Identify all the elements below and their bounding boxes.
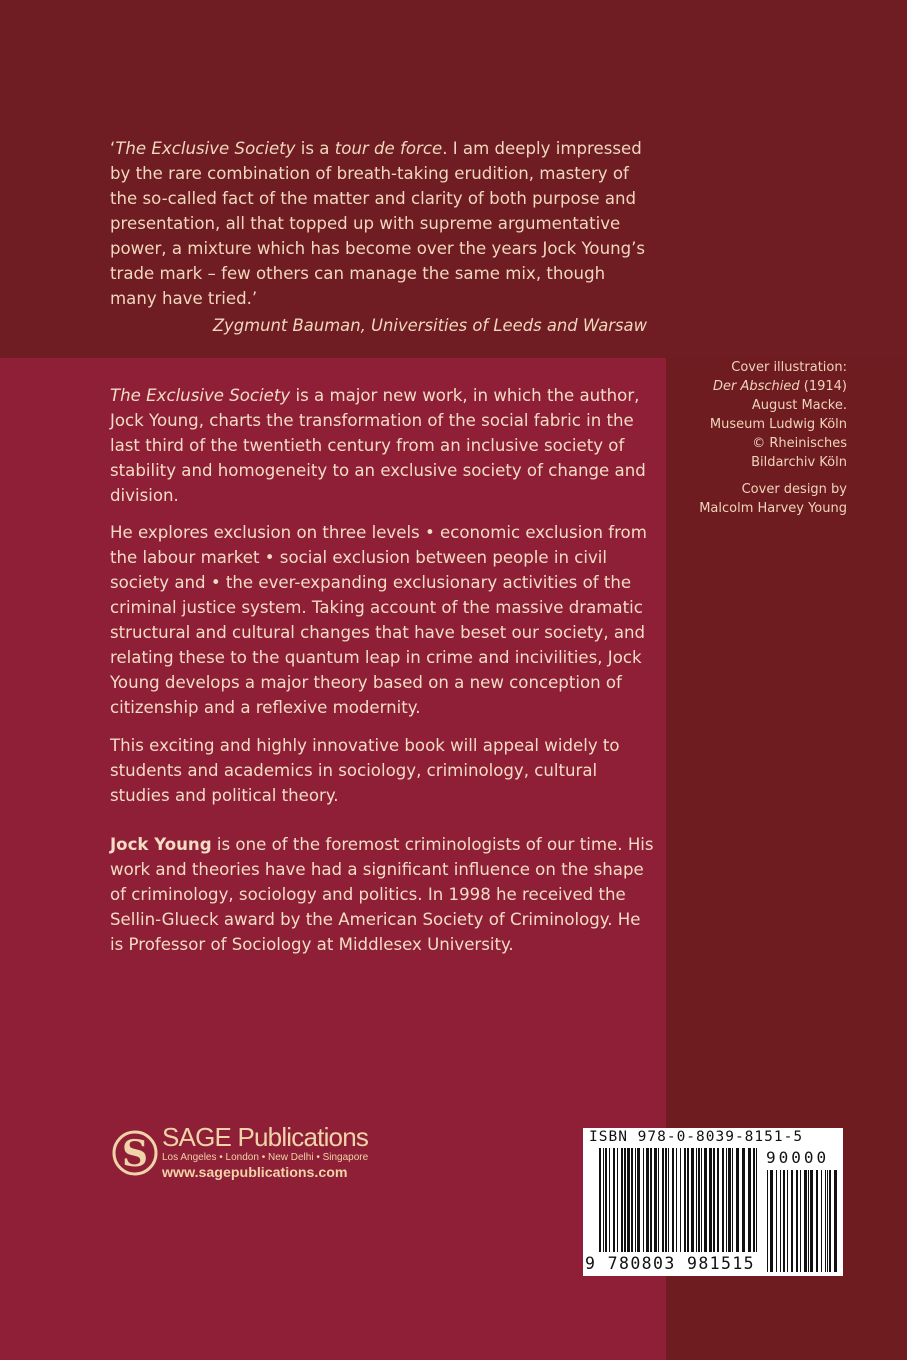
quote-book-title: The Exclusive Society: [115, 139, 296, 158]
author-name: Jock Young: [110, 835, 212, 854]
quote-phrase: tour de force: [334, 139, 443, 158]
credit-artwork: Der Abschied (1914): [712, 379, 847, 394]
credit-illustration-label: Cover illustration:: [731, 360, 847, 375]
credit-designer: Malcolm Harvey Young: [699, 501, 847, 516]
description-paragraph-1: The Exclusive Society is a major new work, in which the author, Jock Young, charts the transformation of the social fabric in the last third of the twentieth century from an inclusive society of stability and homogeneity to an exclusive society of change and division.: [110, 386, 646, 505]
publisher-cities: Los Angeles • London • New Delhi • Singapore: [162, 1152, 369, 1163]
quote-attribution: Zygmunt Bauman, Universities of Leeds and Warsaw: [212, 316, 647, 335]
cover-credits: [680, 358, 847, 518]
book-title: The Exclusive Society: [110, 386, 291, 405]
credit-archive: Bildarchiv Köln: [751, 455, 847, 470]
endorsement-quote: ‘The Exclusive Society is a tour de force. I am deeply impressed by the rare combination of breath-taking erudition, mastery of the so-called fact of the matter and clarity of both purpose and presentation, all that topped up with supreme argumentative power, a mixture which has become over the years Jock Young’s trade mark – few others can manage the same mix, though many have tried.’: [110, 139, 646, 308]
description-paragraph-2: He explores exclusion on three levels • economic exclusion from the labour market • social exclusion between people in civil society and • the ever-expanding exclusionary activities of the criminal justice system. Taking account of the massive dramatic structural and cultural changes that have beset our society, and relating these to the quantum leap in crime and incivilities, Jock Young develops a major theory based on a new conception of citizenship and a reflexive modernity.: [110, 523, 647, 717]
publisher-url: www.sagepublications.com: [162, 1165, 348, 1181]
credit-museum: Museum Ludwig Köln: [709, 417, 847, 432]
credit-copyright: © Rheinisches: [752, 436, 847, 451]
credit-artist: August Macke.: [751, 398, 847, 413]
addon-price-code: 90000: [766, 1148, 830, 1167]
publisher-block: [110, 1120, 390, 1190]
publisher-name: SAGE Publications: [162, 1122, 369, 1152]
author-bio: Jock Young is one of the foremost criminologists of our time. His work and theories have had a significant influence on the shape of criminology, sociology and politics. In 1998 he received the Sellin-Glueck award by the American Society of Criminology. He is Professor of Sociology at Middlesex University.: [110, 835, 654, 954]
description-paragraph-3: This exciting and highly innovative book will appeal widely to students and academics in sociology, criminology, cultural studies and political theory.: [110, 736, 620, 805]
isbn-label: ISBN 978-0-8039-8151-5: [589, 1129, 804, 1145]
barcode-digits: 9 780803 981515: [585, 1254, 756, 1273]
svg-text:S: S: [122, 1133, 148, 1175]
credit-design-label: Cover design by: [741, 482, 847, 497]
isbn-barcode: [583, 1128, 843, 1276]
sage-s-logo-icon: [112, 1124, 162, 1182]
